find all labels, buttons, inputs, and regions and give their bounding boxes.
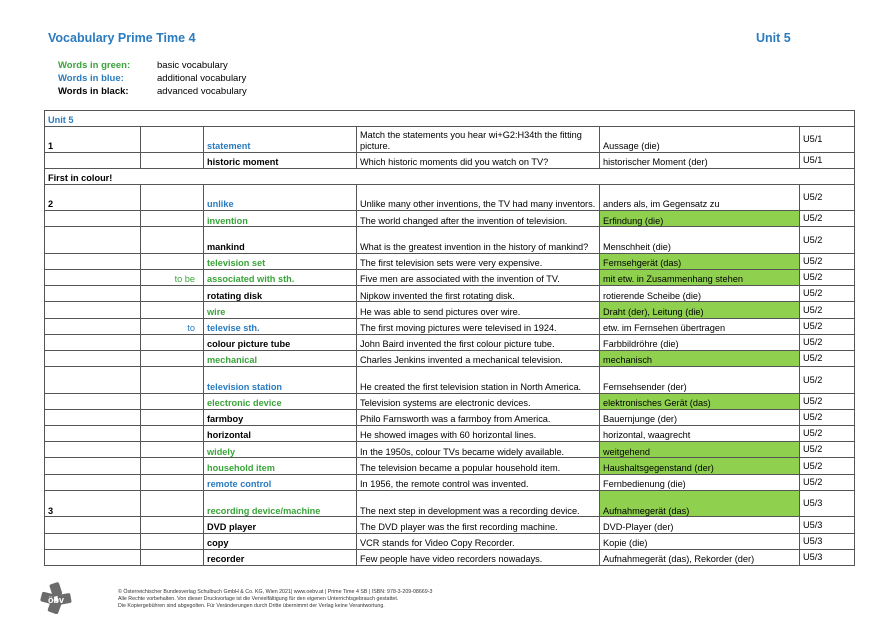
vocab-word: recorder — [204, 549, 357, 565]
exercise-number — [45, 270, 141, 286]
translation: DVD-Player (der) — [600, 517, 800, 533]
exercise-number — [45, 253, 141, 269]
translation: mit etw. in Zusammenhang stehen — [600, 270, 800, 286]
unit-reference: U5/3 — [800, 533, 855, 549]
exercise-number — [45, 442, 141, 458]
example-sentence: The first moving pictures were televised in 1924. — [357, 318, 600, 334]
example-sentence: The world changed after the invention of television. — [357, 211, 600, 227]
example-sentence: John Baird invented the first colour picture tube. — [357, 334, 600, 350]
unit-reference: U5/2 — [800, 184, 855, 211]
word-prefix — [141, 126, 204, 153]
vocab-row — [45, 490, 855, 517]
example-sentence: The next step in development was a recording device. — [357, 490, 600, 517]
word-prefix — [141, 211, 204, 227]
unit-reference: U5/2 — [800, 318, 855, 334]
unit-reference: U5/2 — [800, 351, 855, 367]
translation: Aufnahmegerät (das) — [600, 490, 800, 517]
example-sentence: Television systems are electronic devices. — [357, 393, 600, 409]
translation: Fernsehgerät (das) — [600, 253, 800, 269]
legend-row-blue — [58, 72, 247, 85]
unit-reference: U5/2 — [800, 270, 855, 286]
word-prefix — [141, 286, 204, 302]
exercise-number — [45, 409, 141, 425]
translation: etw. im Fernsehen übertragen — [600, 318, 800, 334]
vocab-word: household item — [204, 458, 357, 474]
word-prefix — [141, 474, 204, 490]
vocab-word: associated with sth. — [204, 270, 357, 286]
vocab-word: widely — [204, 442, 357, 458]
word-prefix — [141, 302, 204, 318]
vocab-row — [45, 549, 855, 565]
unit-reference: U5/1 — [800, 153, 855, 169]
vocab-row — [45, 253, 855, 269]
example-sentence: Charles Jenkins invented a mechanical television. — [357, 351, 600, 367]
example-sentence: Unlike many other inventions, the TV had many inventors. — [357, 184, 600, 211]
legend-key: Words in blue: — [58, 73, 124, 84]
vocab-row — [45, 270, 855, 286]
vocab-word: recording device/machine — [204, 490, 357, 517]
vocab-word: copy — [204, 533, 357, 549]
word-prefix: to — [141, 318, 204, 334]
translation: historischer Moment (der) — [600, 153, 800, 169]
translation: horizontal, waagrecht — [600, 426, 800, 442]
unit-reference: U5/2 — [800, 442, 855, 458]
vocab-word: historic moment — [204, 153, 357, 169]
vocab-word: statement — [204, 126, 357, 153]
word-prefix — [141, 442, 204, 458]
vocab-row — [45, 409, 855, 425]
vocabulary-table-body — [45, 111, 855, 566]
vocab-row — [45, 153, 855, 169]
word-prefix — [141, 458, 204, 474]
obv-logo — [40, 582, 72, 614]
legend-key: Words in green: — [58, 60, 131, 71]
section-header: First in colour! — [45, 169, 855, 185]
exercise-number — [45, 227, 141, 254]
example-sentence: The television became a popular household item. — [357, 458, 600, 474]
vocab-row — [45, 426, 855, 442]
exercise-number — [45, 318, 141, 334]
vocab-row — [45, 334, 855, 350]
exercise-number — [45, 426, 141, 442]
example-sentence: Few people have video recorders nowadays. — [357, 549, 600, 565]
example-sentence: He was able to send pictures over wire. — [357, 302, 600, 318]
vocab-row — [45, 393, 855, 409]
exercise-number: 1 — [45, 126, 141, 153]
footer — [118, 589, 432, 611]
translation: Haushaltsgegenstand (der) — [600, 458, 800, 474]
exercise-number — [45, 351, 141, 367]
unit-reference: U5/2 — [800, 426, 855, 442]
vocab-row — [45, 211, 855, 227]
example-sentence: He created the first television station in North America. — [357, 367, 600, 394]
exercise-number — [45, 334, 141, 350]
vocab-row — [45, 474, 855, 490]
translation: Farbbildröhre (die) — [600, 334, 800, 350]
translation: Fernsehsender (der) — [600, 367, 800, 394]
vocab-word: farmboy — [204, 409, 357, 425]
exercise-number — [45, 153, 141, 169]
word-prefix — [141, 334, 204, 350]
word-prefix — [141, 367, 204, 394]
unit-reference: U5/2 — [800, 253, 855, 269]
translation: elektronisches Gerät (das) — [600, 393, 800, 409]
word-prefix — [141, 517, 204, 533]
example-sentence: The DVD player was the first recording machine. — [357, 517, 600, 533]
exercise-number — [45, 517, 141, 533]
exercise-number — [45, 302, 141, 318]
vocab-word: television set — [204, 253, 357, 269]
section-header-row — [45, 111, 855, 127]
translation: rotierende Scheibe (die) — [600, 286, 800, 302]
word-prefix — [141, 426, 204, 442]
unit-reference: U5/2 — [800, 474, 855, 490]
legend-row-black — [58, 85, 247, 98]
vocab-row — [45, 533, 855, 549]
vocab-row — [45, 286, 855, 302]
unit-reference: U5/2 — [800, 227, 855, 254]
example-sentence: In 1956, the remote control was invented. — [357, 474, 600, 490]
vocab-word: unlike — [204, 184, 357, 211]
unit-reference: U5/3 — [800, 549, 855, 565]
exercise-number — [45, 533, 141, 549]
vocab-word: colour picture tube — [204, 334, 357, 350]
unit-label: Unit 5 — [756, 31, 791, 45]
translation: Aufnahmegerät (das), Rekorder (der) — [600, 549, 800, 565]
unit-reference: U5/2 — [800, 286, 855, 302]
translation: Aussage (die) — [600, 126, 800, 153]
word-prefix — [141, 184, 204, 211]
word-prefix: to be — [141, 270, 204, 286]
vocab-row — [45, 442, 855, 458]
unit-reference: U5/2 — [800, 458, 855, 474]
word-prefix — [141, 393, 204, 409]
vocab-word: DVD player — [204, 517, 357, 533]
section-header-row — [45, 169, 855, 185]
vocab-word: rotating disk — [204, 286, 357, 302]
vocab-word: television station — [204, 367, 357, 394]
legend-value: advanced vocabulary — [157, 86, 247, 97]
vocab-row — [45, 458, 855, 474]
unit-reference: U5/3 — [800, 490, 855, 517]
vocab-word: wire — [204, 302, 357, 318]
vocab-word: mechanical — [204, 351, 357, 367]
logo-text: öbv — [47, 595, 65, 605]
vocab-row — [45, 184, 855, 211]
vocab-word: horizontal — [204, 426, 357, 442]
example-sentence: Five men are associated with the invention of TV. — [357, 270, 600, 286]
word-prefix — [141, 253, 204, 269]
vocab-word: televise sth. — [204, 318, 357, 334]
example-sentence: Match the statements you hear wi+G2:H34th the fitting picture. — [357, 126, 600, 153]
vocabulary-table — [44, 110, 855, 566]
exercise-number — [45, 367, 141, 394]
unit-reference: U5/2 — [800, 393, 855, 409]
exercise-number — [45, 211, 141, 227]
translation: Menschheit (die) — [600, 227, 800, 254]
translation: anders als, im Gegensatz zu — [600, 184, 800, 211]
exercise-number — [45, 549, 141, 565]
word-prefix — [141, 549, 204, 565]
example-sentence: He showed images with 60 horizontal lines. — [357, 426, 600, 442]
legend-value: basic vocabulary — [157, 60, 228, 71]
word-prefix — [141, 227, 204, 254]
vocab-word: remote control — [204, 474, 357, 490]
vocab-row — [45, 517, 855, 533]
word-prefix — [141, 409, 204, 425]
exercise-number — [45, 286, 141, 302]
unit-reference: U5/2 — [800, 409, 855, 425]
footer-line: Die Kopiergebühren sind abgegolten. Für Veränderungen durch Dritte übernimmt der Verlag keine Verantwortung. — [118, 603, 385, 610]
legend-key: Words in black: — [58, 86, 129, 97]
unit-reference: U5/2 — [800, 367, 855, 394]
exercise-number — [45, 474, 141, 490]
translation: weitgehend — [600, 442, 800, 458]
word-prefix — [141, 490, 204, 517]
word-prefix — [141, 351, 204, 367]
vocab-word: invention — [204, 211, 357, 227]
vocab-row — [45, 367, 855, 394]
example-sentence: Philo Farnsworth was a farmboy from America. — [357, 409, 600, 425]
vocab-word: electronic device — [204, 393, 357, 409]
example-sentence: Nipkow invented the first rotating disk. — [357, 286, 600, 302]
legend-value: additional vocabulary — [157, 73, 247, 84]
translation: Bauernjunge (der) — [600, 409, 800, 425]
footer-line: Alle Rechte vorbehalten. Von dieser Druckvorlage ist die Vervielfältigung für den eigenen Unterrichtsgebrauch gestattet. — [118, 596, 399, 603]
unit-reference: U5/3 — [800, 517, 855, 533]
vocab-row — [45, 126, 855, 153]
vocab-row — [45, 227, 855, 254]
legend-row-green — [58, 59, 247, 72]
example-sentence: The first television sets were very expensive. — [357, 253, 600, 269]
footer-line: © Österreichischer Bundesverlag Schulbuch GmbH & Co. KG, Wien 2021| www.oebv.at | Prime Time 4 SB | ISBN: 978-3-209-08669-3 — [118, 589, 433, 595]
vocab-row — [45, 351, 855, 367]
exercise-number: 2 — [45, 184, 141, 211]
legend — [58, 59, 247, 98]
vocab-row — [45, 318, 855, 334]
vocab-row — [45, 302, 855, 318]
exercise-number: 3 — [45, 490, 141, 517]
translation: Draht (der), Leitung (die) — [600, 302, 800, 318]
exercise-number — [45, 393, 141, 409]
translation: Kopie (die) — [600, 533, 800, 549]
word-prefix — [141, 153, 204, 169]
translation: mechanisch — [600, 351, 800, 367]
section-header: Unit 5 — [45, 111, 855, 127]
unit-reference: U5/1 — [800, 126, 855, 153]
exercise-number — [45, 458, 141, 474]
example-sentence: What is the greatest invention in the history of mankind? — [357, 227, 600, 254]
unit-reference: U5/2 — [800, 334, 855, 350]
example-sentence: In the 1950s, colour TVs became widely available. — [357, 442, 600, 458]
example-sentence: VCR stands for Video Copy Recorder. — [357, 533, 600, 549]
translation: Fernbedienung (die) — [600, 474, 800, 490]
unit-reference: U5/2 — [800, 211, 855, 227]
unit-reference: U5/2 — [800, 302, 855, 318]
logo-graphic — [40, 582, 72, 614]
word-prefix — [141, 533, 204, 549]
page-title: Vocabulary Prime Time 4 — [48, 31, 196, 45]
translation: Erfindung (die) — [600, 211, 800, 227]
vocab-word: mankind — [204, 227, 357, 254]
example-sentence: Which historic moments did you watch on TV? — [357, 153, 600, 169]
